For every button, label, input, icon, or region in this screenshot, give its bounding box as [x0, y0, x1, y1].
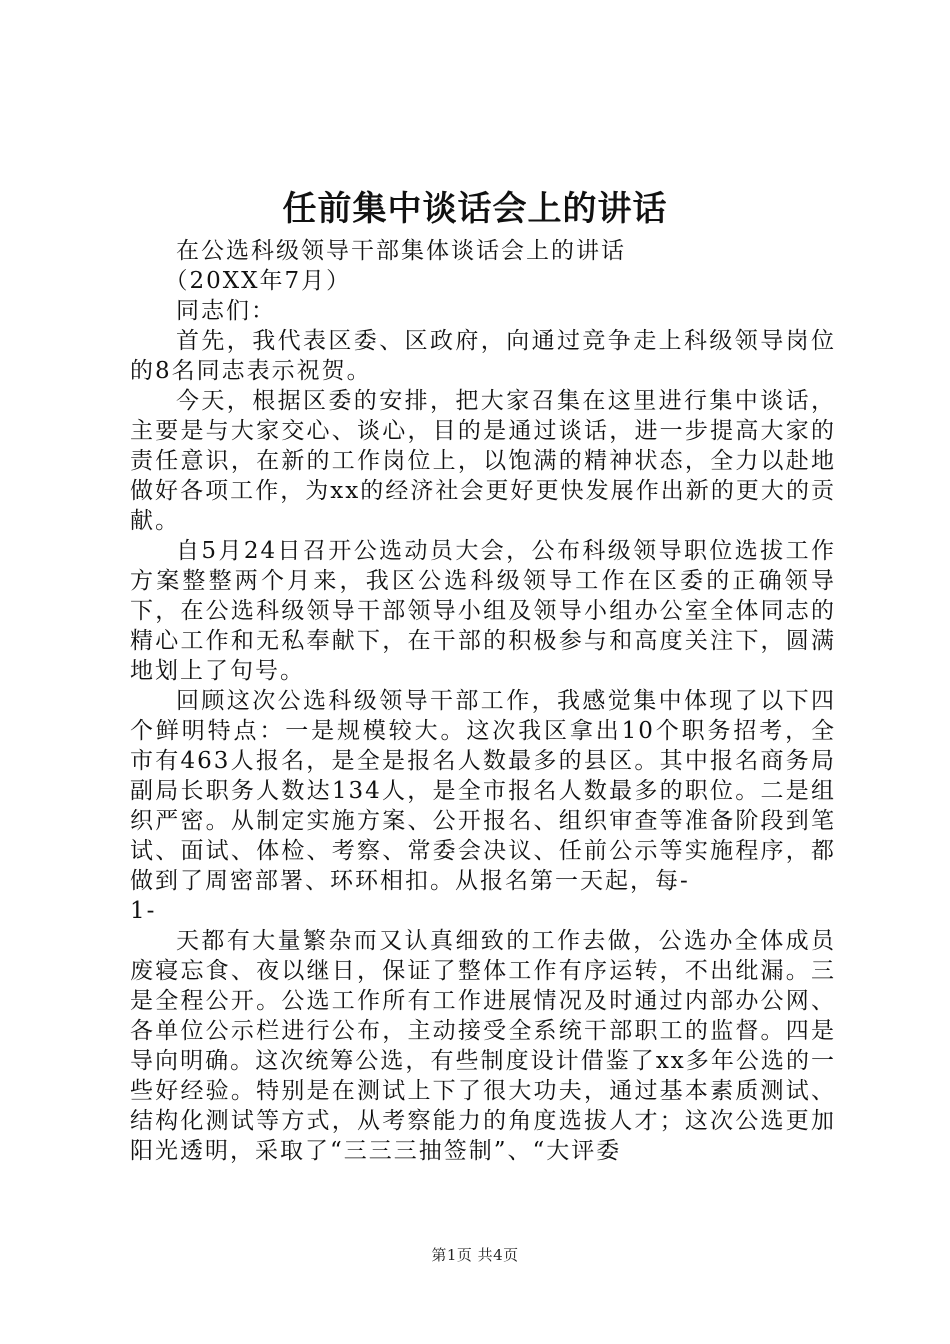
- salutation: 同志们：: [176, 298, 276, 324]
- paragraph: 今天，根据区委的安排，把大家召集在这里进行集中谈话，主要是与大家交心、谈心，目的是通过谈话，进一步提高大家的责任意识，在新的工作岗位上，以饱满的精神状态，全力以赴地做好各项工作，为xx的经济社会更好更快发展作出新的更大的贡献。: [130, 388, 836, 534]
- inline-page-number: 1-: [130, 898, 157, 924]
- paragraph: 自5月24日召开公选动员大会，公布科级领导职位选拔工作方案整整两个月来，我区公选科级领导工作在区委的正确领导下，在公选科级领导干部领导小组及领导小组办公室全体同志的精心工作和无私奉献下，在干部的积极参与和高度关注下，圆满地划上了句号。: [130, 538, 836, 684]
- document-body: [130, 236, 836, 1166]
- speech-subtitle: 在公选科级领导干部集体谈话会上的讲话: [176, 238, 626, 264]
- paragraph: 天都有大量繁杂而又认真细致的工作去做，公选办全体成员废寝忘食、夜以继日，保证了整体工作有序运转，不出纰漏。三是全程公开。公选工作所有工作进展情况及时通过内部办公网、各单位公示栏进行公布，主动接受全系统干部职工的监督。四是导向明确。这次统筹公选，有些制度设计借鉴了xx多年公选的一些好经验。特别是在测试上下了很大功夫，通过基本素质测试、结构化测试等方式，从考察能力的角度选拔人才；这次公选更加阳光透明，采取了“三三三抽签制”、“大评委: [130, 928, 836, 1164]
- paragraph: 首先，我代表区委、区政府，向通过竞争走上科级领导岗位的8名同志表示祝贺。: [130, 328, 836, 384]
- document-title: 任前集中谈话会上的讲话: [282, 189, 668, 229]
- paragraph: 回顾这次公选科级领导干部工作，我感觉集中体现了以下四个鲜明特点：一是规模较大。这次我区拿出10个职务招考，全市有463人报名，是全是报名人数最多的县区。其中报名商务局副局长职务人数达134人，是全市报名人数最多的职位。二是组织严密。从制定实施方案、公开报名、组织审查等准备阶段到笔试、面试、体检、考察、常委会决议、任前公示等实施程序，都做到了周密部署、环环相扣。从报名第一天起，每-: [130, 688, 836, 894]
- speech-date: （20XX年7月）: [164, 268, 352, 294]
- page-footer: 第1页 共4页: [431, 1246, 519, 1264]
